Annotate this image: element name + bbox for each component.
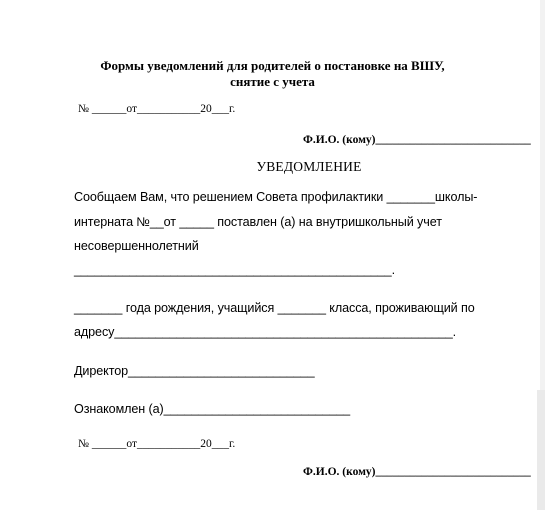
paragraph1-line3: несовершеннолетний — [74, 239, 199, 253]
form-title-line1: Формы уведомлений для родителей о постановке на ВШУ, — [100, 58, 445, 73]
blank-fill-line: ______________________________________________. — [74, 263, 395, 277]
recipient-line-top: Ф.И.О. (кому)___________________________ — [303, 134, 531, 146]
number-date-line-top: № ______от___________20___г. — [78, 103, 236, 115]
number-date-line-bottom: № ______от___________20___г. — [78, 438, 236, 450]
form-title-line2: снятие с учета — [230, 74, 315, 89]
notice-heading: УВЕДОМЛЕНИЕ — [256, 159, 362, 174]
page-edge-shadow-lower — [537, 390, 545, 510]
acknowledged-signature-line: Ознакомлен (а)___________________________ — [74, 402, 351, 416]
paragraph1-line2: интерната №__от _____ поставлен (а) на внутришкольный учет — [74, 215, 442, 229]
paragraph1-line1: Сообщаем Вам, что решением Совета профилактики _______школы- — [74, 190, 478, 204]
paragraph2-line2: адресу_________________________________________________. — [74, 325, 457, 339]
recipient-line-bottom: Ф.И.О. (кому)___________________________ — [303, 466, 531, 478]
paragraph2-line1: _______ года рождения, учащийся _______ класса, проживающий по — [74, 301, 475, 315]
director-signature-line: Директор___________________________ — [74, 364, 315, 378]
